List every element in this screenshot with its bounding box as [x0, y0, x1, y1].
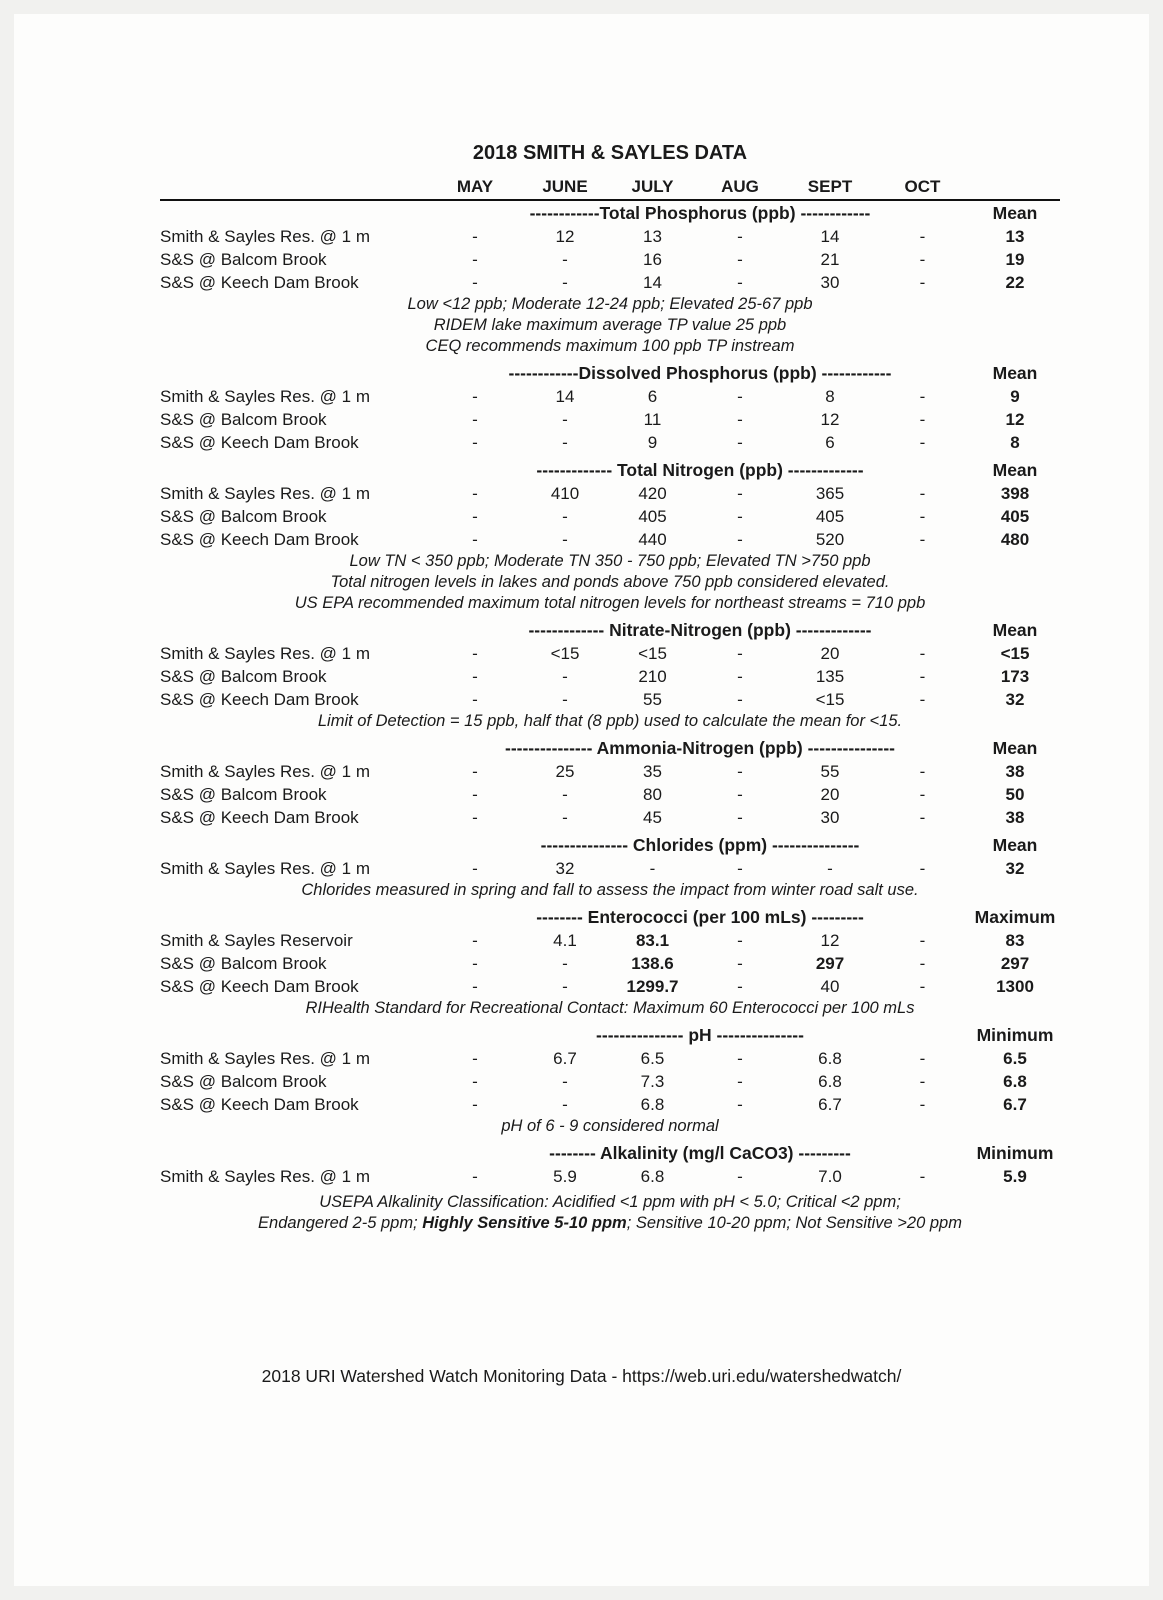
month-header-row: [160, 177, 1060, 201]
site-name: S&S @ Balcom Brook: [160, 507, 327, 526]
table-row: [160, 385, 1060, 408]
table-row: [160, 271, 1060, 294]
month-value: 55: [820, 762, 840, 781]
month-value: -: [919, 931, 926, 950]
month-value: 14: [820, 227, 840, 246]
parameter-section: [160, 361, 1060, 458]
month-value: -: [919, 410, 926, 429]
month-value: 55: [643, 690, 662, 709]
month-value: -: [919, 762, 926, 781]
month-value: -: [737, 530, 743, 549]
section-note: Limit of Detection = 15 ppb, half that (8 ppb) used to calculate the mean for <15.: [317, 712, 903, 730]
month-value: 5.9: [553, 1167, 577, 1186]
month-value: -: [472, 387, 478, 406]
month-value: -: [562, 433, 568, 452]
site-name: S&S @ Balcom Brook: [160, 785, 327, 804]
row-statistic: 32: [1005, 859, 1025, 878]
month-value: -: [737, 273, 743, 292]
section-header-row: [160, 833, 1060, 857]
month-value: 83.1: [635, 931, 670, 950]
month-value: 35: [643, 762, 662, 781]
month-value: -: [737, 977, 743, 996]
alkalinity-note-highlight: Highly Sensitive 5-10 ppm: [422, 1214, 627, 1232]
month-value: 30: [820, 273, 840, 292]
month-value: -: [919, 227, 926, 246]
month-value: -: [737, 690, 743, 709]
month-value: -: [472, 977, 478, 996]
site-name: Smith & Sayles Res. @ 1 m: [160, 859, 370, 878]
month-value: -: [472, 1049, 478, 1068]
table-row: [160, 505, 1060, 528]
parameter-title: ------------Dissolved Phosphorus (ppb) ------------: [508, 363, 892, 383]
month-value: -: [562, 954, 568, 973]
month-value: 6.8: [640, 1167, 665, 1186]
month-value: -: [472, 644, 478, 663]
section-header-row: [160, 905, 1060, 929]
month-value: 13: [643, 227, 662, 246]
month-value: 138.6: [631, 954, 674, 973]
month-value: -: [737, 954, 743, 973]
parameter-title: --------------- Ammonia-Nitrogen (ppb) ---------------: [505, 738, 895, 758]
alkalinity-note-line: [160, 1213, 1060, 1234]
month-value: 20: [820, 785, 840, 804]
site-name: S&S @ Balcom Brook: [160, 954, 327, 973]
month-value: -: [562, 507, 568, 526]
month-label: OCT: [904, 177, 941, 196]
month-value: -: [737, 433, 743, 452]
month-value: -: [562, 273, 568, 292]
statistic-label: Mean: [992, 363, 1038, 383]
month-value: -: [919, 977, 926, 996]
month-value: -: [472, 931, 478, 950]
row-statistic: 173: [1000, 667, 1030, 686]
month-value: <15: [638, 644, 667, 663]
parameter-section: [160, 201, 1060, 361]
table-row: [160, 248, 1060, 271]
table-row: [160, 857, 1060, 880]
month-value: -: [737, 859, 743, 878]
site-name: S&S @ Balcom Brook: [160, 1072, 327, 1091]
section-note: Total nitrogen levels in lakes and ponds above 750 ppb considered elevated.: [330, 573, 890, 591]
month-value: -: [472, 484, 478, 503]
month-value: 1299.7: [626, 977, 679, 996]
month-value: 365: [815, 484, 845, 503]
parameter-section: [160, 736, 1060, 833]
month-value: -: [737, 808, 743, 827]
statistic-label: Mean: [992, 835, 1038, 855]
table-row: [160, 431, 1060, 454]
month-value: -: [919, 954, 926, 973]
month-value: -: [737, 507, 743, 526]
statistic-label: Mean: [992, 460, 1038, 480]
month-value: -: [919, 644, 926, 663]
month-value: 8: [825, 387, 835, 406]
section-header-row: [160, 736, 1060, 760]
alkalinity-note-segment: ; Sensitive 10-20 ppm; Not Sensitive >20 ppm: [626, 1214, 962, 1232]
month-value: -: [737, 410, 743, 429]
section-header-row: [160, 618, 1060, 642]
site-name: Smith & Sayles Reservoir: [160, 931, 353, 950]
table-row: [160, 783, 1060, 806]
month-value: 32: [555, 859, 575, 878]
month-value: 440: [638, 530, 667, 549]
parameter-section: [160, 1141, 1060, 1192]
site-name: S&S @ Keech Dam Brook: [160, 530, 359, 549]
alkalinity-note-line: USEPA Alkalinity Classification: Acidified <1 ppm with pH < 5.0; Critical <2 ppm;: [319, 1193, 901, 1211]
row-statistic: 38: [1005, 762, 1025, 781]
month-value: -: [562, 785, 568, 804]
month-value: -: [919, 250, 926, 269]
month-value: -: [737, 250, 743, 269]
month-value: -: [919, 387, 926, 406]
statistic-label: Minimum: [976, 1143, 1054, 1163]
month-value: -: [919, 690, 926, 709]
table-row: [160, 482, 1060, 505]
month-value: 6.5: [640, 1049, 665, 1068]
site-name: S&S @ Balcom Brook: [160, 410, 327, 429]
month-value: <15: [550, 644, 580, 663]
section-header-row: [160, 201, 1060, 225]
section-header-row: [160, 1023, 1060, 1047]
section-header-row: [160, 1141, 1060, 1165]
section-note: pH of 6 - 9 considered normal: [501, 1117, 719, 1135]
row-statistic: <15: [1000, 644, 1030, 663]
table-row: [160, 952, 1060, 975]
month-value: -: [737, 227, 743, 246]
footer-source: 2018 URI Watershed Watch Monitoring Data - https://web.uri.edu/watershedwatch/: [261, 1366, 902, 1386]
month-value: -: [472, 250, 478, 269]
row-statistic: 398: [1000, 484, 1030, 503]
month-value: -: [562, 977, 568, 996]
site-name: Smith & Sayles Res. @ 1 m: [160, 762, 370, 781]
month-value: 297: [815, 954, 845, 973]
row-statistic: 6.8: [1003, 1072, 1027, 1091]
parameter-section: [160, 618, 1060, 736]
month-value: -: [562, 410, 568, 429]
month-value: -: [919, 433, 926, 452]
parameter-section: [160, 833, 1060, 905]
month-label: SEPT: [807, 177, 853, 196]
month-value: -: [562, 250, 568, 269]
month-value: 20: [820, 644, 840, 663]
site-name: Smith & Sayles Res. @ 1 m: [160, 644, 370, 663]
site-name: S&S @ Keech Dam Brook: [160, 977, 359, 996]
month-value: -: [472, 410, 478, 429]
row-statistic: 19: [1005, 250, 1025, 269]
section-note: RIHealth Standard for Recreational Contact: Maximum 60 Enterococci per 100 mLs: [305, 999, 915, 1017]
table-row: [160, 528, 1060, 551]
section-note: Chlorides measured in spring and fall to assess the impact from winter road salt use.: [301, 881, 919, 899]
row-statistic: 405: [1000, 507, 1030, 526]
table-row: [160, 642, 1060, 665]
month-value: -: [919, 507, 926, 526]
month-value: -: [737, 762, 743, 781]
parameter-section: [160, 905, 1060, 1023]
month-value: 7.3: [640, 1072, 665, 1091]
month-value: -: [472, 808, 478, 827]
month-value: -: [472, 785, 478, 804]
table-row: [160, 225, 1060, 248]
parameter-title: --------------- Chlorides (ppm) ---------------: [540, 835, 860, 855]
month-value: <15: [815, 690, 845, 709]
month-value: -: [472, 667, 478, 686]
month-value: 12: [820, 410, 840, 429]
statistic-label: Mean: [992, 738, 1038, 758]
month-value: -: [562, 1095, 568, 1114]
month-value: 25: [555, 762, 575, 781]
month-value: 420: [638, 484, 667, 503]
month-value: 6: [825, 433, 835, 452]
month-value: -: [737, 1072, 743, 1091]
month-value: -: [919, 808, 926, 827]
table-row: [160, 408, 1060, 431]
month-value: -: [472, 762, 478, 781]
month-value: -: [472, 273, 478, 292]
section-header-row: [160, 361, 1060, 385]
site-name: S&S @ Balcom Brook: [160, 250, 327, 269]
month-value: 405: [815, 507, 845, 526]
month-value: -: [472, 859, 478, 878]
table-row: [160, 665, 1060, 688]
site-name: Smith & Sayles Res. @ 1 m: [160, 387, 370, 406]
month-value: -: [919, 273, 926, 292]
month-value: -: [737, 387, 743, 406]
row-statistic: 297: [1000, 954, 1030, 973]
row-statistic: 83: [1005, 931, 1025, 950]
row-statistic: 5.9: [1003, 1167, 1027, 1186]
month-value: 21: [820, 250, 840, 269]
parameter-title: -------- Alkalinity (mg/l CaCO3) ---------: [549, 1143, 851, 1163]
month-value: -: [472, 1095, 478, 1114]
month-value: -: [919, 1167, 926, 1186]
row-statistic: 8: [1010, 433, 1020, 452]
site-name: S&S @ Keech Dam Brook: [160, 808, 359, 827]
month-value: -: [472, 530, 478, 549]
month-value: -: [737, 1167, 743, 1186]
month-value: -: [562, 667, 568, 686]
month-value: -: [472, 227, 478, 246]
row-statistic: 480: [1000, 530, 1030, 549]
month-value: -: [737, 785, 743, 804]
month-label: MAY: [456, 177, 494, 196]
month-value: 14: [643, 273, 662, 292]
month-value: -: [919, 1095, 926, 1114]
month-value: 14: [555, 387, 575, 406]
row-statistic: 12: [1005, 410, 1025, 429]
statistic-label: Mean: [992, 620, 1038, 640]
site-name: Smith & Sayles Res. @ 1 m: [160, 1167, 370, 1186]
month-value: -: [472, 690, 478, 709]
section-note: RIDEM lake maximum average TP value 25 ppb: [433, 316, 787, 334]
section-note: Low TN < 350 ppb; Moderate TN 350 - 750 ppb; Elevated TN >750 ppb: [349, 552, 871, 570]
site-name: S&S @ Keech Dam Brook: [160, 1095, 359, 1114]
month-value: 405: [638, 507, 667, 526]
month-value: 12: [820, 931, 840, 950]
parameter-section: [160, 1023, 1060, 1141]
month-value: -: [737, 667, 743, 686]
page-title: 2018 SMITH & SAYLES DATA: [472, 142, 748, 164]
month-value: -: [562, 690, 568, 709]
site-name: Smith & Sayles Res. @ 1 m: [160, 484, 370, 503]
month-value: 40: [820, 977, 840, 996]
row-statistic: 22: [1005, 273, 1025, 292]
month-value: -: [737, 1095, 743, 1114]
month-value: 410: [550, 484, 580, 503]
data-sheet: [160, 142, 1060, 1234]
statistic-label: Mean: [992, 203, 1038, 223]
month-value: -: [472, 954, 478, 973]
month-label: JUNE: [542, 177, 588, 196]
month-value: 135: [815, 667, 845, 686]
table-row: [160, 1165, 1060, 1188]
month-value: -: [472, 1167, 478, 1186]
month-value: -: [737, 931, 743, 950]
parameter-title: ------------- Total Nitrogen (ppb) -------------: [536, 460, 864, 480]
month-value: -: [472, 433, 478, 452]
month-value: -: [919, 667, 926, 686]
parameter-title: -------- Enterococci (per 100 mLs) ---------: [536, 907, 864, 927]
table-row: [160, 806, 1060, 829]
month-value: -: [919, 859, 926, 878]
row-statistic: 6.7: [1003, 1095, 1027, 1114]
section-note: US EPA recommended maximum total nitrogen levels for northeast streams = 710 ppb: [294, 594, 926, 612]
row-statistic: 32: [1005, 690, 1025, 709]
row-statistic: 38: [1005, 808, 1025, 827]
month-value: -: [919, 484, 926, 503]
month-value: -: [472, 1072, 478, 1091]
row-statistic: 13: [1005, 227, 1025, 246]
parameter-section: [160, 458, 1060, 618]
statistic-label: Minimum: [976, 1025, 1054, 1045]
site-name: Smith & Sayles Res. @ 1 m: [160, 1049, 370, 1068]
parameter-title: ------------Total Phosphorus (ppb) ------------: [529, 203, 871, 223]
month-value: 520: [815, 530, 845, 549]
month-value: 6.8: [818, 1072, 842, 1091]
month-value: -: [649, 859, 656, 878]
month-value: 45: [643, 808, 662, 827]
month-value: -: [919, 1072, 926, 1091]
month-label: AUG: [721, 177, 759, 196]
month-value: 30: [820, 808, 840, 827]
month-value: 11: [643, 410, 662, 429]
parameter-sections: [160, 201, 1060, 1192]
month-value: -: [472, 507, 478, 526]
month-value: 6.8: [640, 1095, 665, 1114]
table-row: [160, 929, 1060, 952]
month-value: 6.7: [553, 1049, 577, 1068]
month-value: 80: [643, 785, 662, 804]
site-name: S&S @ Keech Dam Brook: [160, 433, 359, 452]
month-value: -: [737, 644, 743, 663]
month-value: 210: [638, 667, 667, 686]
parameter-title: ------------- Nitrate-Nitrogen (ppb) -------------: [528, 620, 872, 640]
site-name: Smith & Sayles Res. @ 1 m: [160, 227, 370, 246]
month-value: -: [562, 1072, 568, 1091]
table-row: [160, 1093, 1060, 1116]
month-value: -: [919, 1049, 926, 1068]
row-statistic: 50: [1005, 785, 1025, 804]
month-value: 6: [647, 387, 658, 406]
month-value: -: [737, 484, 743, 503]
alkalinity-note: [160, 1192, 1060, 1234]
row-statistic: 9: [1010, 387, 1020, 406]
site-name: S&S @ Keech Dam Brook: [160, 273, 359, 292]
table-row: [160, 975, 1060, 998]
month-value: 7.0: [818, 1167, 842, 1186]
month-value: 6.8: [818, 1049, 842, 1068]
month-value: 6.7: [818, 1095, 842, 1114]
month-value: -: [827, 859, 833, 878]
month-value: 12: [555, 227, 575, 246]
month-value: -: [919, 785, 926, 804]
site-name: S&S @ Balcom Brook: [160, 667, 327, 686]
month-value: 9: [647, 433, 658, 452]
month-value: -: [562, 808, 568, 827]
month-value: -: [919, 530, 926, 549]
month-value: -: [737, 1049, 743, 1068]
table-row: [160, 1047, 1060, 1070]
alkalinity-note-segment: Endangered 2-5 ppm;: [258, 1214, 418, 1232]
month-label: JULY: [631, 177, 674, 196]
month-value: 4.1: [553, 931, 577, 950]
table-row: [160, 688, 1060, 711]
row-statistic: 1300: [996, 977, 1034, 996]
section-note: Low <12 ppb; Moderate 12-24 ppb; Elevated 25-67 ppb: [407, 295, 813, 313]
site-name: S&S @ Keech Dam Brook: [160, 690, 359, 709]
row-statistic: 6.5: [1003, 1049, 1027, 1068]
section-header-row: [160, 458, 1060, 482]
table-row: [160, 1070, 1060, 1093]
month-value: -: [562, 530, 568, 549]
table-row: [160, 760, 1060, 783]
statistic-label: Maximum: [974, 907, 1056, 927]
month-value: 16: [643, 250, 662, 269]
section-note: CEQ recommends maximum 100 ppb TP instream: [425, 337, 795, 355]
parameter-title: --------------- pH ---------------: [596, 1025, 804, 1045]
